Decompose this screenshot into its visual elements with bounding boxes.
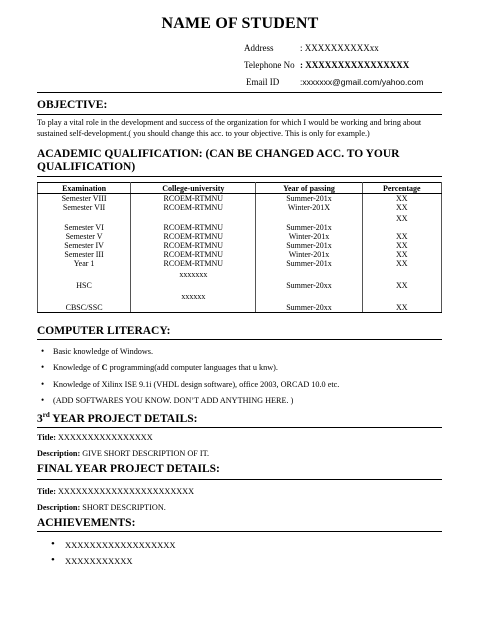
divider xyxy=(37,479,442,480)
academic-heading-line1: ACADEMIC QUALIFICATION: (CAN BE CHANGED ACC. TO YOUR xyxy=(37,148,400,160)
year-cell: Summer-201x xyxy=(256,194,362,204)
year-cell: Summer-201x xyxy=(256,212,362,232)
phone-value: : XXXXXXXXXXXXXXXX xyxy=(300,60,410,70)
address-label: Address xyxy=(244,43,274,53)
college-cell: RCOEM-RTMNU xyxy=(131,194,256,204)
student-name: NAME OF STUDENT xyxy=(161,15,319,32)
objective-text: To play a vital role in the development and success of the organization for which I would be working and bring about sustained self-development.( you should change this acc. to your objective. This is only for example.) xyxy=(37,118,422,138)
year-cell: Summer-201x xyxy=(256,259,362,268)
divider xyxy=(37,339,442,340)
academic-table xyxy=(37,182,442,313)
email-label: Email ID xyxy=(246,77,280,87)
column-header: Examination xyxy=(38,183,131,194)
exam-cell: Semester VI xyxy=(38,212,131,232)
table-row xyxy=(38,241,442,250)
college-cell: RCOEM-RTMNU xyxy=(131,241,256,250)
exam-cell: HSC xyxy=(38,268,131,290)
exam-cell: Semester VIII xyxy=(38,194,131,204)
percentage-cell xyxy=(362,212,441,232)
table-row xyxy=(38,250,442,259)
college-cell: RCOEM-RTMNU xyxy=(131,250,256,259)
exam-cell: CBSC/SSC xyxy=(38,290,131,313)
exam-cell: Semester IV xyxy=(38,241,131,250)
list-item: • XXXXXXXXXXXXXXXXXX xyxy=(65,540,176,550)
percentage-cell: XX xyxy=(362,241,441,250)
percentage-cell: XX xyxy=(362,268,441,290)
exam-cell: Year 1 xyxy=(38,259,131,268)
final-year-heading: FINAL YEAR PROJECT DETAILS: xyxy=(37,463,220,475)
percentage-cell: XX xyxy=(362,194,441,204)
third-year-heading: 3rd YEAR PROJECT DETAILS: xyxy=(37,411,198,425)
percentage-cell: XX xyxy=(362,250,441,259)
table-row xyxy=(38,232,442,241)
percentage-cell: XX xyxy=(362,203,441,212)
college-cell: RCOEM-RTMNU xyxy=(131,259,256,268)
computer-heading: COMPUTER LITERACY: xyxy=(37,325,171,337)
email-value: :xxxxxxx@gmail.com/yahoo.com xyxy=(300,77,424,87)
exam-cell: Semester III xyxy=(38,250,131,259)
table-row xyxy=(38,259,442,268)
divider xyxy=(37,176,442,177)
table-row xyxy=(38,203,442,212)
column-header: Year of passing xyxy=(256,183,362,194)
table-header-row xyxy=(38,183,442,194)
list-item: • XXXXXXXXXXX xyxy=(65,556,133,566)
table-row xyxy=(38,212,442,232)
objective-heading: OBJECTIVE: xyxy=(37,99,108,111)
year-cell: Summer-201x xyxy=(256,241,362,250)
divider xyxy=(37,92,442,93)
percentage-cell: XX xyxy=(362,290,441,313)
percentage-top: XX xyxy=(395,214,408,223)
address-value: : XXXXXXXXXXxx xyxy=(300,43,379,53)
exam-cell: Semester V xyxy=(38,232,131,241)
achievements-heading: ACHIEVEMENTS: xyxy=(37,517,136,529)
year-cell: Winter-201x xyxy=(256,250,362,259)
exam-cell: Semester VII xyxy=(38,203,131,212)
list-item: • Knowledge of C programming(add computer languages that u knw). xyxy=(53,363,278,372)
divider xyxy=(37,114,442,115)
college-cell: RCOEM-RTMNU xyxy=(131,232,256,241)
column-header: Percentage xyxy=(362,183,441,194)
column-header: College-university xyxy=(131,183,256,194)
college-cell: RCOEM-RTMNU xyxy=(131,212,256,232)
college-cell: xxxxxxx xyxy=(131,268,256,290)
table-row xyxy=(38,268,442,290)
phone-label: Telephone No xyxy=(244,60,295,70)
table-row xyxy=(38,194,442,204)
third-year-description: Description: GIVE SHORT DESCRIPTION OF IT. xyxy=(37,449,210,458)
final-year-title: Title: XXXXXXXXXXXXXXXXXXXXXXX xyxy=(37,487,194,496)
divider xyxy=(37,427,442,428)
year-cell: Summer-20xx xyxy=(256,290,362,313)
college-cell: xxxxxx xyxy=(131,290,256,313)
third-year-title: Title: XXXXXXXXXXXXXXXX xyxy=(37,433,153,442)
list-item: • Knowledge of Xilinx ISE 9.1i (VHDL design software), office 2003, ORCAD 10.0 etc. xyxy=(53,380,339,389)
year-cell: Winter-201x xyxy=(256,232,362,241)
table-row xyxy=(38,290,442,313)
contact-block xyxy=(244,43,444,93)
percentage-cell: XX xyxy=(362,259,441,268)
list-item: • (ADD SOFTWARES YOU KNOW. DON’T ADD ANYTHING HERE. ) xyxy=(53,396,293,405)
divider xyxy=(37,531,442,532)
percentage-cell: XX xyxy=(362,232,441,241)
college-cell: RCOEM-RTMNU xyxy=(131,203,256,212)
final-year-description: Description: SHORT DESCRIPTION. xyxy=(37,503,166,512)
year-cell: Winter-201X xyxy=(256,203,362,212)
academic-heading-line2: QUALIFICATION) xyxy=(37,161,136,173)
list-item: • Basic knowledge of Windows. xyxy=(53,347,153,356)
year-cell: Summer-20xx xyxy=(256,268,362,290)
